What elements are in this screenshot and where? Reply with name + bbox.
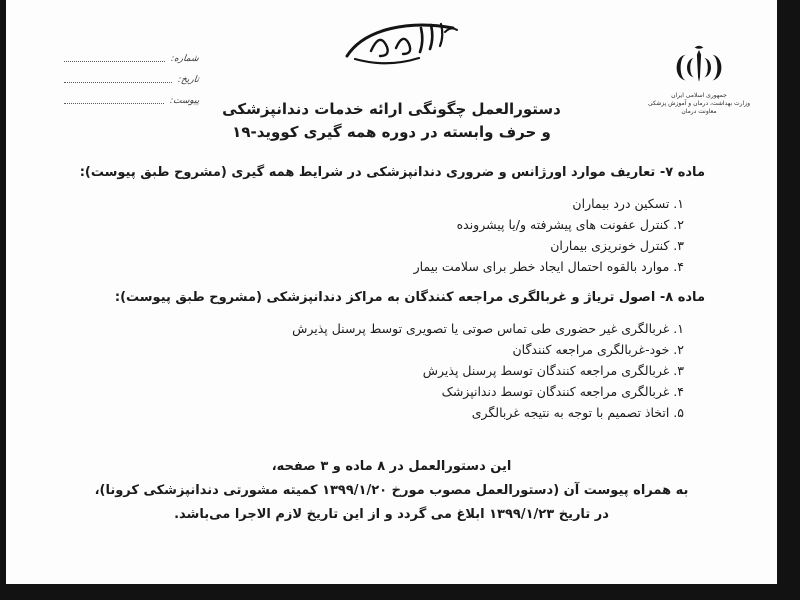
document-page [6, 0, 777, 584]
article-7-item-list [414, 193, 684, 277]
article-8-heading: ماده ۸- اصول تریاژ و غربالگری مراجعه کنندگان به مراکز دندانپزشکی (مشروح طبق پیوست): [114, 290, 705, 305]
enactment-paragraph [6, 455, 777, 527]
article-8-item-list [292, 318, 684, 423]
form-row-number [64, 52, 199, 64]
org-line-ministry: وزارت بهداشت، درمان و آموزش پزشکی [647, 100, 751, 107]
scan-frame-right [777, 0, 800, 600]
bismillah-calligraphy-icon [341, 18, 466, 66]
article-8-item-4: ۴. غربالگری مراجعه کنندگان توسط دندانپزشک [441, 384, 684, 399]
article-7-item-2: ۲. کنترل عفونت های پیشرفته و/یا پیشرونده [456, 217, 684, 232]
document-title-line2: و حرف وابسته در دوره همه گیری کووید-۱۹ [232, 123, 551, 141]
article-8-item-2: ۲. خود-غربالگری مراجعه کنندگان [512, 342, 684, 357]
document-title [6, 98, 777, 144]
article-7-heading: ماده ۷- تعاریف موارد اورژانس و ضروری دندانپزشکی در شرایط همه گیری (مشروح طبق پیوست): [79, 165, 705, 180]
scan-frame-left [0, 0, 6, 600]
iran-national-emblem-icon [673, 42, 725, 90]
number-field-dotted-line [64, 52, 165, 62]
enactment-line1: این دستورالعمل در ۸ ماده و ۳ صفحه، [271, 459, 512, 474]
number-field-label: شماره: [170, 54, 200, 64]
form-row-date [64, 73, 199, 85]
org-line-deputy: معاونت درمان [681, 108, 717, 115]
article-8-item-1: ۱. غربالگری غیر حضوری طی تماس صوتی یا تصویری توسط پرسنل پذیرش [292, 321, 684, 336]
enactment-line3: در تاریخ ۱۳۹۹/۱/۲۳ ابلاغ می گردد و از این تاریخ لازم الاجرا می‌باشد. [174, 507, 609, 522]
document-title-line1: دستورالعمل چگونگی ارائه خدمات دندانپزشکی [222, 100, 561, 118]
article-8-item-5: ۵. اتخاذ تصمیم با توجه به نتیجه غربالگری [471, 405, 684, 420]
enactment-line2: به همراه پیوست آن (دستورالعمل مصوب مورخ ۱۳۹۹/۱/۲۰ کمیته مشورتی دندانپزشکی کرونا)، [94, 483, 689, 498]
article-8-item-3: ۳. غربالگری مراجعه کنندگان توسط پرسنل پذیرش [422, 363, 684, 378]
date-field-dotted-line [64, 73, 172, 83]
article-7-item-3: ۳. کنترل خونریزی بیماران [550, 238, 684, 253]
org-line-republic: جمهوری اسلامی ایران [671, 92, 727, 99]
article-7-item-1: ۱. تسکین درد بیماران [572, 196, 684, 211]
date-field-label: تاریخ: [177, 75, 200, 85]
attachment-field-label: پیوست: [169, 96, 200, 106]
article-7-item-4: ۴. موارد بالقوه احتمال ایجاد خطر برای سلامت بیمار [413, 259, 684, 274]
scan-frame-bottom [0, 584, 800, 600]
